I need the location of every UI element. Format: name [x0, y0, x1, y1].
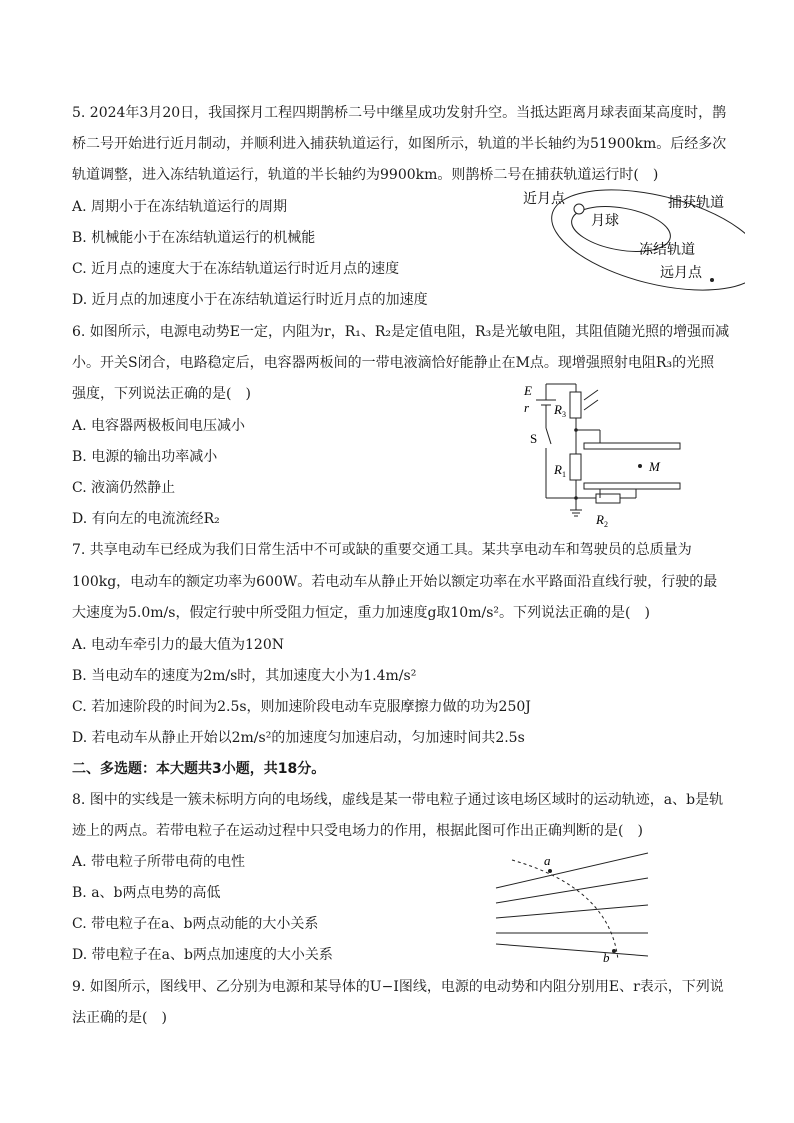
q8-option-d: D. 带电粒子在a、b两点加速度的大小关系 [72, 947, 333, 963]
q8-option-b: B. a、b两点电势的高低 [72, 885, 221, 901]
trajectory-path [512, 860, 618, 960]
droplet-point [638, 464, 642, 468]
q5-stem-line-1: 5. 2024年3月20日，我国探月工程四期鹊桥二号中继星成功发射升空。当抵达距离月球表面某高度时，鹊 [72, 105, 727, 121]
switch-label: S [530, 431, 538, 446]
q7-stem-line-3: 大速度为5.0m/s，假定行驶中所受阻力恒定，重力加速度g取10m/s²。下列说法正确的是( ) [72, 605, 650, 621]
q5-stem-line-3: 轨道调整，进入冻结轨道运行，轨道的半长轴约为9900km。则鹊桥二号在捕获轨道运行时( ) [72, 167, 659, 183]
q6-option-b: B. 电源的输出功率减小 [72, 449, 218, 465]
a-label: a [544, 853, 551, 868]
r1-label: $R_1$ [554, 462, 566, 479]
q6-stem-line-1: 6. 如图所示，电源电动势E一定，内阻为r，R₁、R₂是定值电阻，R₃是光敏电阻，其阻值随光照的增强而减 [72, 324, 730, 340]
emf-label: E [524, 383, 532, 398]
perilune-point [574, 204, 584, 214]
q6-option-c: C. 液滴仍然静止 [72, 480, 176, 496]
q5-option-a: A. 周期小于在冻结轨道运行的周期 [72, 199, 288, 215]
q7-stem-line-2: 100kg，电动车的额定功率为600W。若电动车从静止开始以额定功率在水平路面沿直线行驶，行驶的最 [72, 574, 718, 590]
q5-option-d: D. 近月点的加速度小于在冻结轨道运行时近月点的加速度 [72, 292, 428, 308]
capture-orbit-label: 捕获轨道 [668, 196, 724, 211]
q8-stem-line-1: 8. 图中的实线是一簇未标明方向的电场线，虚线是某一带电粒子通过该电场区域时的运动轨迹，a、b是轨 [72, 792, 724, 808]
circuit-figure [518, 378, 688, 533]
perilune-label: 近月点 [523, 192, 565, 207]
q7-option-a: A. 电动车牵引力的最大值为120N [72, 637, 284, 653]
m-label: M [649, 459, 660, 474]
point-b [612, 949, 616, 953]
b-label: b [603, 950, 610, 965]
q6-stem-line-2: 小。开关S闭合，电路稳定后，电容器两板间的一带电液滴恰好能静止在M点。现增强照射电阻R₃的光照 [72, 355, 715, 371]
point-a [548, 869, 552, 873]
r3-label: $R_3$ [554, 402, 566, 419]
frozen-orbit-label: 冻结轨道 [639, 243, 695, 258]
q8-option-c: C. 带电粒子在a、b两点动能的大小关系 [72, 916, 319, 932]
q5-stem-line-2: 桥二号开始进行近月制动，并顺利进入捕获轨道运行，如图所示，轨道的半长轴约为51900km。后经多次 [72, 136, 727, 152]
q8-option-a: A. 带电粒子所带电荷的电性 [72, 854, 246, 870]
q9-stem-line-1: 9. 如图所示，图线甲、乙分别为电源和某导体的U−I图线，电源的电动势和内阻分别用E、r表示，下列说 [72, 979, 724, 995]
q8-stem-line-2: 迹上的两点。若带电粒子在运动过程中只受电场力的作用，根据此图可作出正确判断的是( ) [72, 823, 643, 839]
internal-resistance-label: r [524, 400, 530, 415]
field-lines-figure [490, 848, 660, 968]
q6-option-d: D. 有向左的电流流经R₂ [72, 511, 220, 527]
q7-option-d: D. 若电动车从静止开始以2m/s²的加速度匀加速启动，匀加速时间共2.5s [72, 730, 525, 746]
q6-stem-line-3: 强度，下列说法正确的是( ) [72, 386, 251, 402]
q5-option-c: C. 近月点的速度大于在冻结轨道运行时近月点的速度 [72, 261, 400, 277]
q7-stem-line-1: 7. 共享电动车已经成为我们日常生活中不可或缺的重要交通工具。某共享电动车和驾驶员的总质量为 [72, 542, 692, 558]
moon-label: 月球 [591, 214, 619, 229]
q6-option-a: A. 电容器两极板间电压减小 [72, 418, 246, 434]
q5-option-b: B. 机械能小于在冻结轨道运行的机械能 [72, 230, 316, 246]
apolune-label: 远月点 [660, 266, 702, 281]
q7-option-b: B. 当电动车的速度为2m/s时，其加速度大小为1.4m/s² [72, 668, 417, 684]
r2-label: $R_2$ [596, 512, 608, 529]
q7-option-c: C. 若加速阶段的时间为2.5s，则加速阶段电动车克服摩擦力做的功为250J [72, 699, 531, 715]
orbit-figure [515, 185, 745, 295]
apolune-point [710, 278, 714, 282]
q9-stem-line-2: 法正确的是( ) [72, 1010, 167, 1026]
section-header: 二、多选题：本大题共3小题，共18分。 [72, 761, 326, 777]
